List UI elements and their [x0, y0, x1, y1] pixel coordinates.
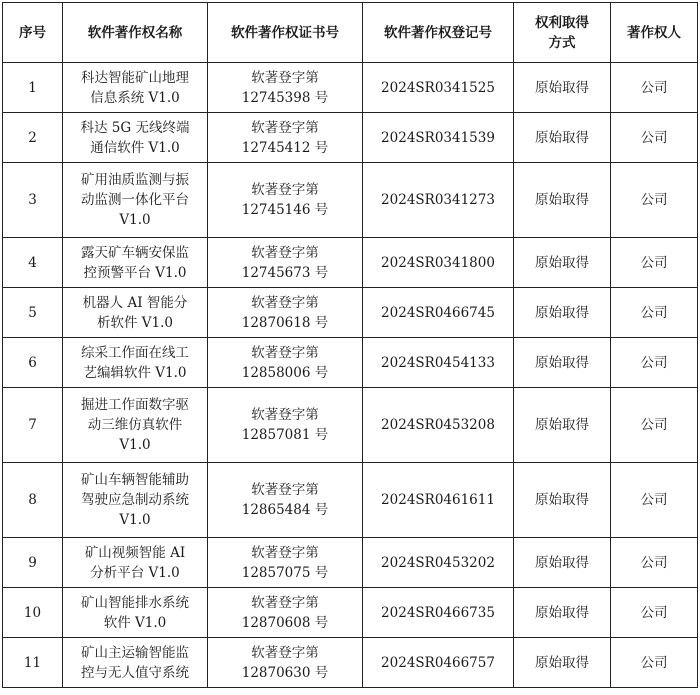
cell-reg-number: 2024SR0341800 [363, 238, 514, 288]
cell-owner: 公司 [611, 588, 698, 638]
header-text: 权利取得 [535, 14, 589, 31]
cell-index: 8 [3, 463, 63, 538]
cell-owner: 公司 [611, 388, 698, 463]
cell-reg-number: 2024SR0341539 [363, 113, 514, 163]
cell-reg-number: 2024SR0466757 [363, 638, 514, 688]
cell-cert-number-line: 12857081 号 [241, 427, 329, 443]
cell-cert-number-line: 软著登字第 [251, 182, 319, 198]
cell-acquire-method: 原始取得 [514, 638, 611, 688]
cell-software-name-line: 通信软件 V1.0 [90, 139, 180, 156]
cell-software-name-line: 科达智能矿山地理 [81, 69, 189, 86]
cell-software-name [63, 388, 208, 463]
cell-software-name-line: 掘进工作面数字驱 [81, 397, 189, 413]
cell-cert-number [208, 588, 363, 638]
cell-cert-number-line: 12857075 号 [241, 564, 329, 581]
cell-software-name-line: 分析平台 V1.0 [90, 564, 180, 581]
header-text: 软件著作权名称 [87, 24, 183, 41]
cell-software-name-line: 析软件 V1.0 [96, 314, 173, 331]
cell-cert-number [208, 338, 363, 388]
cell-index: 10 [3, 588, 63, 638]
cell-cert-number-line: 软著登字第 [251, 644, 319, 661]
table-row [3, 238, 698, 288]
cell-software-name [63, 588, 208, 638]
cell-index: 11 [3, 638, 63, 688]
cell-owner: 公司 [611, 238, 698, 288]
cell-cert-number [208, 538, 363, 588]
cell-acquire-method: 原始取得 [514, 63, 611, 113]
header-text: 方式 [548, 34, 576, 51]
cell-index: 9 [3, 538, 63, 588]
header-text: 著作权人 [627, 24, 681, 41]
cell-software-name [63, 163, 208, 238]
cell-software-name-line: 矿山智能排水系统 [81, 594, 189, 611]
header-reg [363, 3, 514, 63]
cell-acquire-method: 原始取得 [514, 463, 611, 538]
cell-software-name [63, 638, 208, 688]
cell-software-name-line: 软件 V1.0 [103, 614, 167, 631]
cell-index: 7 [3, 388, 63, 463]
cell-cert-number-line: 软著登字第 [251, 119, 319, 136]
cell-software-name-line: 信息系统 V1.0 [90, 89, 180, 106]
cell-cert-number-line: 12870618 号 [241, 314, 329, 331]
cell-software-name-line: 露天矿车辆安保监 [81, 244, 189, 261]
cell-software-name [63, 338, 208, 388]
cell-software-name-line: 动监测一体化平台 [81, 192, 189, 208]
cell-software-name-line: 矿用油质监测与振 [81, 172, 189, 188]
cell-acquire-method: 原始取得 [514, 163, 611, 238]
cell-owner: 公司 [611, 63, 698, 113]
cell-cert-number [208, 388, 363, 463]
cell-cert-number-line: 软著登字第 [251, 594, 319, 611]
cell-reg-number: 2024SR0466735 [363, 588, 514, 638]
table-body [3, 63, 698, 688]
cell-software-name [63, 463, 208, 538]
cell-software-name-line: 控预警平台 V1.0 [83, 264, 187, 281]
cell-owner: 公司 [611, 638, 698, 688]
table-header-row [3, 3, 698, 63]
cell-reg-number: 2024SR0453208 [363, 388, 514, 463]
cell-cert-number [208, 238, 363, 288]
cell-acquire-method: 原始取得 [514, 113, 611, 163]
table-row [3, 388, 698, 463]
table-row [3, 338, 698, 388]
table-row [3, 63, 698, 113]
cell-index: 6 [3, 338, 63, 388]
cell-cert-number-line: 12870630 号 [241, 664, 329, 681]
cell-software-name-line: 矿山主运输智能监 [81, 644, 189, 661]
cell-software-name [63, 288, 208, 338]
header-name [63, 3, 208, 63]
cell-owner: 公司 [611, 538, 698, 588]
cell-software-name-line: V1.0 [119, 212, 151, 228]
cell-software-name-line: 艺编辑软件 V1.0 [83, 364, 187, 381]
cell-software-name-line: V1.0 [119, 512, 151, 528]
cell-cert-number [208, 163, 363, 238]
cell-cert-number-line: 12858006 号 [241, 364, 329, 381]
cell-cert-number [208, 638, 363, 688]
cell-owner: 公司 [611, 163, 698, 238]
cell-owner: 公司 [611, 463, 698, 538]
cell-software-name-line: 矿山车辆智能辅助 [81, 472, 189, 488]
cell-acquire-method: 原始取得 [514, 288, 611, 338]
header-owner [611, 3, 698, 63]
cell-cert-number [208, 113, 363, 163]
header-text: 软件著作权证书号 [231, 24, 339, 41]
cell-index: 5 [3, 288, 63, 338]
cell-reg-number: 2024SR0466745 [363, 288, 514, 338]
table-row [3, 113, 698, 163]
header-text: 软件著作权登记号 [384, 24, 492, 41]
cell-cert-number-line: 软著登字第 [251, 244, 319, 261]
table-row [3, 588, 698, 638]
cell-acquire-method: 原始取得 [514, 588, 611, 638]
cell-reg-number: 2024SR0341273 [363, 163, 514, 238]
software-copyright-table [2, 2, 698, 688]
cell-acquire-method: 原始取得 [514, 338, 611, 388]
cell-acquire-method: 原始取得 [514, 538, 611, 588]
cell-cert-number-line: 软著登字第 [251, 407, 319, 423]
table-row [3, 638, 698, 688]
cell-reg-number: 2024SR0341525 [363, 63, 514, 113]
cell-software-name [63, 238, 208, 288]
cell-software-name-line: 综采工作面在线工 [81, 344, 189, 361]
cell-cert-number-line: 12870608 号 [241, 614, 329, 631]
cell-reg-number: 2024SR0453202 [363, 538, 514, 588]
header-method [514, 3, 611, 63]
cell-cert-number-line: 软著登字第 [251, 544, 319, 561]
table-row [3, 288, 698, 338]
cell-owner: 公司 [611, 338, 698, 388]
cell-cert-number-line: 软著登字第 [251, 69, 319, 86]
cell-cert-number-line: 软著登字第 [251, 344, 319, 361]
cell-index: 2 [3, 113, 63, 163]
cell-index: 3 [3, 163, 63, 238]
cell-cert-number [208, 463, 363, 538]
cell-software-name-line: 驾驶应急制动系统 [81, 492, 189, 508]
table-row [3, 538, 698, 588]
cell-cert-number-line: 12745146 号 [241, 202, 329, 218]
table-row [3, 463, 698, 538]
header-cert [208, 3, 363, 63]
cell-cert-number-line: 12745673 号 [241, 264, 329, 281]
cell-acquire-method: 原始取得 [514, 388, 611, 463]
cell-cert-number [208, 63, 363, 113]
cell-reg-number: 2024SR0454133 [363, 338, 514, 388]
cell-software-name-line: 控与无人值守系统 [81, 664, 189, 681]
cell-software-name-line: 机器人 AI 智能分 [82, 294, 188, 311]
cell-acquire-method: 原始取得 [514, 238, 611, 288]
cell-cert-number-line: 软著登字第 [251, 294, 319, 311]
cell-software-name-line: V1.0 [119, 437, 151, 453]
cell-software-name-line: 动三维仿真软件 [87, 417, 183, 433]
cell-software-name-line: 矿山视频智能 AI [84, 544, 186, 561]
cell-cert-number [208, 288, 363, 338]
cell-cert-number-line: 12745398 号 [241, 89, 329, 106]
cell-index: 1 [3, 63, 63, 113]
cell-software-name [63, 538, 208, 588]
table-row [3, 163, 698, 238]
cell-cert-number-line: 12865484 号 [241, 502, 329, 518]
cell-software-name [63, 63, 208, 113]
header-index [3, 3, 63, 63]
cell-index: 4 [3, 238, 63, 288]
cell-owner: 公司 [611, 288, 698, 338]
cell-software-name [63, 113, 208, 163]
header-text: 序号 [19, 24, 46, 41]
cell-software-name-line: 科达 5G 无线终端 [80, 119, 190, 136]
cell-cert-number-line: 软著登字第 [251, 482, 319, 498]
cell-reg-number: 2024SR0461611 [363, 463, 514, 538]
cell-cert-number-line: 12745412 号 [241, 139, 329, 156]
cell-owner: 公司 [611, 113, 698, 163]
